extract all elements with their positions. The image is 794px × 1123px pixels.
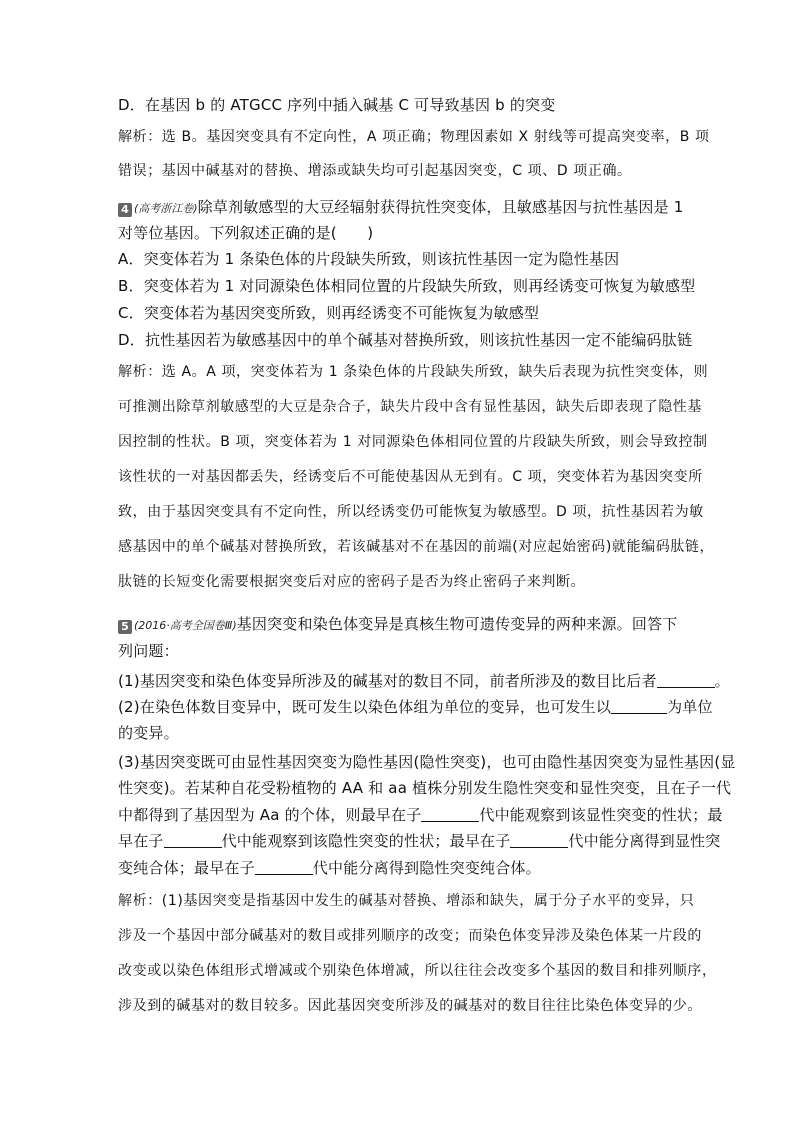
question-source: (高考浙江卷) [134,202,198,215]
stem-text: 除草剂敏感型的大豆经辐射获得抗性突变体，且敏感基因与抗性基因是 1 [197,198,684,216]
analysis-line: 致，由于基因突变具有不定向性，所以经诱变仍可能恢复为敏感型。D 项，抗性基因若为敏 [118,504,704,520]
text: (1)基因突变和染色体变异所涉及的碱基对的数目不同，前者所涉及的数目比后者 [118,672,657,690]
sub-question-3-cont [118,830,720,852]
question-source: (2016·高考全国卷Ⅲ) [134,619,237,632]
analysis-line: 该性状的一对基因都丢失，经诱变后不可能使基因从无到有。C 项，突变体若为基因突变所 [118,469,703,485]
analysis-line: 解析：(1)基因突变是指基因中发生的碱基对替换、增添和缺失，属于分子水平的变异，只 [118,893,695,909]
text: 中都得到了基因型为 Aa 的个体，则最早在子 [118,806,422,824]
text: 代中能分离得到隐性突变纯合体。 [312,859,541,877]
sub-question-3: (3)基因突变既可由显性基因突变为隐性基因(隐性突变)，也可由隐性基因突变为显性基因(显 [118,753,736,771]
answer-blank[interactable] [421,806,479,822]
analysis-line: 感基因中的单个碱基对替换所致，若该碱基对不在基因的前端(对应起始密码)就能编码肽链， [118,539,715,555]
text: 代中能分离得到显性突 [568,832,721,850]
text: 。 [714,672,730,690]
text: (2)在染色体数目变异中，既可发生以染色体组为单位的变异，也可发生以 [118,698,612,716]
question-5-stem-cont: 列问题： [118,642,179,660]
option-c: C．突变体若为基因突变所致，则再经诱变不可能恢复为敏感型 [118,304,540,322]
text: 代中能观察到该显性突变的性状；最 [479,806,723,824]
sub-question-1 [118,670,730,692]
text: 早在子 [118,832,164,850]
analysis-line: 可推测出除草剂敏感型的大豆是杂合子，缺失片段中含有显性基因，缺失后即表现了隐性基 [118,399,702,415]
text: 变纯合体；最早在子 [118,859,255,877]
answer-blank[interactable] [164,832,222,848]
sub-question-2 [118,696,713,718]
question-number-badge: 5 [118,620,132,634]
option-d: D．抗性基因若为敏感基因中的单个碱基对替换所致，则该抗性基因一定不能编码肽链 [118,331,693,349]
option-b: B．突变体若为 1 对同源染色体相同位置的片段缺失所致，则再经诱变可恢复为敏感型 [118,277,696,295]
question-5-stem [118,613,677,637]
question-number-badge: 4 [118,203,132,217]
text: 为单位 [667,698,713,716]
analysis-line: 改变或以染色体组形式增减或个别染色体增减，所以往往会改变多个基因的数目和排列顺序， [118,963,717,979]
sub-question-3-cont [118,857,541,879]
analysis-line: 涉及一个基因中部分碱基对的数目或排列顺序的改变；而染色体变异涉及染色体某一片段的 [118,928,702,944]
answer-blank[interactable] [255,859,313,875]
question-4-stem [118,196,684,220]
answer-blank[interactable] [657,672,715,688]
question-4-stem-cont: 对等位基因。下列叙述正确的是( ) [118,224,374,242]
sub-question-3-cont [118,804,723,826]
analysis-line: 因控制的性状。B 项，突变体若为 1 对同源染色体相同位置的片段缺失所致，则会导致控制 [118,434,708,450]
analysis-line: 涉及到的碱基对的数目较多。因此基因突变所涉及的碱基对的数目往往比染色体变异的少。 [118,998,702,1014]
sub-question-3-cont: 性突变)。若某种自花受粉植物的 AA 和 aa 植株分别发生隐性突变和显性突变，且在子一代 [118,779,732,797]
analysis-line: 错误；基因中碱基对的替换、增添或缺失均可引起基因突变，C 项、D 项正确。 [118,163,632,179]
analysis-line: 肽链的长短变化需要根据突变后对应的密码子是否为终止密码子来判断。 [118,574,586,590]
sub-question-2-cont: 的变异。 [118,724,179,742]
text: 代中能观察到该隐性突变的性状；最早在子 [221,832,511,850]
analysis-line: 解析：选 B。基因突变具有不定向性，A 项正确；物理因素如 X 射线等可提高突变率，B 项 [118,129,710,145]
stem-text: 基因突变和染色体变异是真核生物可遗传变异的两种来源。回答下 [236,615,678,633]
answer-blank[interactable] [611,698,667,714]
option-a: A．突变体若为 1 条染色体的片段缺失所致，则该抗性基因一定为隐性基因 [118,250,620,268]
option-d-prev: D．在基因 b 的 ATGCC 序列中插入碱基 C 可导致基因 b 的突变 [118,96,556,114]
answer-blank[interactable] [510,832,568,848]
analysis-line: 解析：选 A。A 项，突变体若为 1 条染色体的片段缺失所致，缺失后表现为抗性突变体，则 [118,364,709,380]
